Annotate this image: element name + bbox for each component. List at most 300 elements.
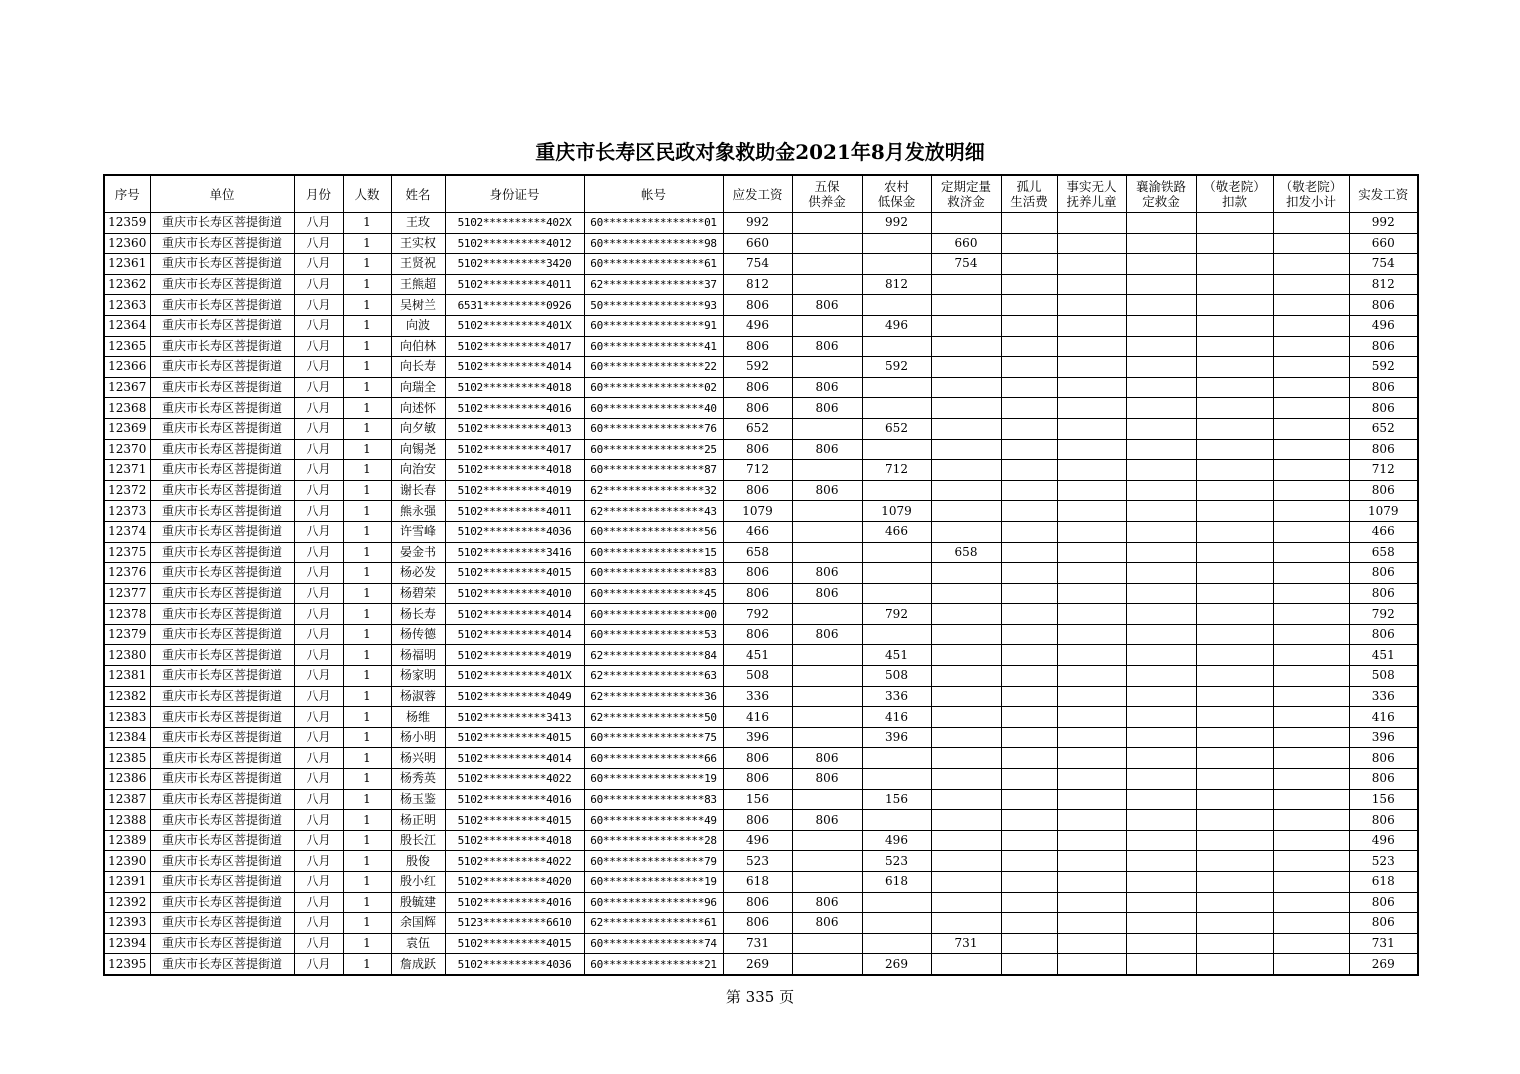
table-cell: 1 xyxy=(343,315,391,336)
table-cell xyxy=(931,686,1001,707)
table-cell xyxy=(1273,830,1349,851)
table-cell xyxy=(1196,727,1273,748)
column-header-label: 帐号 xyxy=(640,186,666,202)
table-cell xyxy=(1126,336,1196,357)
table-cell xyxy=(862,913,931,934)
table-cell xyxy=(1273,604,1349,625)
table-cell: 重庆市长寿区菩提街道 xyxy=(150,892,294,913)
table-cell: 5102**********4013 xyxy=(445,418,584,439)
table-cell: 60****************98 xyxy=(584,233,723,254)
table-cell xyxy=(1057,480,1126,501)
table-cell xyxy=(1196,604,1273,625)
table-cell xyxy=(1126,769,1196,790)
table-cell: 重庆市长寿区菩提街道 xyxy=(150,604,294,625)
table-cell xyxy=(931,913,1001,934)
table-cell: 652 xyxy=(723,418,792,439)
column-header xyxy=(584,175,723,213)
table-cell: 60****************61 xyxy=(584,254,723,275)
table-cell: 806 xyxy=(792,624,862,645)
table-cell xyxy=(1001,439,1057,460)
table-cell: 806 xyxy=(792,295,862,316)
table-cell: 1 xyxy=(343,418,391,439)
table-cell: 杨家明 xyxy=(391,666,445,687)
table-cell: 792 xyxy=(862,604,931,625)
table-cell xyxy=(931,583,1001,604)
table-cell xyxy=(862,233,931,254)
column-header xyxy=(1126,175,1196,213)
table-cell: 5102**********4022 xyxy=(445,769,584,790)
table-cell xyxy=(1057,851,1126,872)
table-cell: 5102**********4017 xyxy=(445,336,584,357)
table-cell xyxy=(862,769,931,790)
table-cell xyxy=(1273,357,1349,378)
table-cell: 806 xyxy=(1349,398,1418,419)
table-cell xyxy=(1196,521,1273,542)
table-row xyxy=(104,830,1418,851)
table-cell xyxy=(1196,624,1273,645)
table-cell: 12371 xyxy=(104,460,150,481)
table-cell xyxy=(1196,954,1273,975)
table-cell xyxy=(1126,830,1196,851)
table-cell xyxy=(1057,542,1126,563)
table-cell: 806 xyxy=(723,480,792,501)
table-cell: 杨福明 xyxy=(391,645,445,666)
table-cell: 杨传德 xyxy=(391,624,445,645)
table-cell: 重庆市长寿区菩提街道 xyxy=(150,213,294,234)
table-cell: 八月 xyxy=(294,398,343,419)
table-cell: 5102**********4019 xyxy=(445,645,584,666)
table-cell: 60****************83 xyxy=(584,563,723,584)
table-cell xyxy=(1001,892,1057,913)
table-row xyxy=(104,892,1418,913)
table-cell: 1 xyxy=(343,336,391,357)
table-cell: 806 xyxy=(1349,810,1418,831)
table-cell xyxy=(1196,769,1273,790)
table-cell xyxy=(1126,295,1196,316)
table-cell: 5102**********4049 xyxy=(445,686,584,707)
table-cell: 杨玉鉴 xyxy=(391,789,445,810)
table-cell xyxy=(1001,480,1057,501)
table-cell xyxy=(1196,233,1273,254)
table-cell: 1 xyxy=(343,624,391,645)
table-cell: 12378 xyxy=(104,604,150,625)
table-cell xyxy=(931,418,1001,439)
column-header-label: （敬老院） xyxy=(1279,179,1343,194)
table-row xyxy=(104,666,1418,687)
table-cell xyxy=(1273,686,1349,707)
table-cell xyxy=(862,624,931,645)
table-cell: 731 xyxy=(931,933,1001,954)
table-cell: 殷长江 xyxy=(391,830,445,851)
table-cell: 1 xyxy=(343,645,391,666)
table-cell: 杨兴明 xyxy=(391,748,445,769)
table-cell: 12395 xyxy=(104,954,150,975)
table-cell: 八月 xyxy=(294,336,343,357)
column-header xyxy=(723,175,792,213)
table-cell: 1 xyxy=(343,707,391,728)
table-cell: 重庆市长寿区菩提街道 xyxy=(150,624,294,645)
table-cell: 八月 xyxy=(294,418,343,439)
table-cell: 1 xyxy=(343,851,391,872)
table-cell: 八月 xyxy=(294,357,343,378)
table-cell xyxy=(1126,666,1196,687)
table-cell: 12379 xyxy=(104,624,150,645)
table-cell: 5102**********4018 xyxy=(445,460,584,481)
table-cell: 658 xyxy=(931,542,1001,563)
table-cell: 5102**********4014 xyxy=(445,604,584,625)
table-cell xyxy=(792,789,862,810)
table-cell xyxy=(1001,563,1057,584)
table-cell: 八月 xyxy=(294,769,343,790)
table-cell: 60****************41 xyxy=(584,336,723,357)
table-cell: 60****************49 xyxy=(584,810,723,831)
table-cell: 806 xyxy=(1349,748,1418,769)
table-cell: 658 xyxy=(1349,542,1418,563)
table-cell: 八月 xyxy=(294,789,343,810)
table-cell xyxy=(1196,563,1273,584)
table-cell: 5102**********4018 xyxy=(445,830,584,851)
table-cell: 466 xyxy=(1349,521,1418,542)
table-cell: 12392 xyxy=(104,892,150,913)
table-cell: 杨淑蓉 xyxy=(391,686,445,707)
table-cell xyxy=(1273,892,1349,913)
table-cell: 重庆市长寿区菩提街道 xyxy=(150,295,294,316)
table-cell xyxy=(1057,418,1126,439)
table-cell xyxy=(1126,933,1196,954)
table-cell xyxy=(931,954,1001,975)
table-cell xyxy=(931,727,1001,748)
table-cell xyxy=(862,295,931,316)
table-cell: 5102**********4012 xyxy=(445,233,584,254)
table-cell: 496 xyxy=(1349,315,1418,336)
table-cell xyxy=(1001,254,1057,275)
table-cell xyxy=(1273,295,1349,316)
table-cell: 12394 xyxy=(104,933,150,954)
table-cell xyxy=(1001,769,1057,790)
table-cell: 重庆市长寿区菩提街道 xyxy=(150,377,294,398)
table-cell xyxy=(1273,727,1349,748)
table-cell: 12373 xyxy=(104,501,150,522)
table-cell xyxy=(792,666,862,687)
table-cell xyxy=(792,707,862,728)
table-cell: 1 xyxy=(343,933,391,954)
table-cell: 806 xyxy=(792,336,862,357)
table-cell xyxy=(862,563,931,584)
table-cell: 重庆市长寿区菩提街道 xyxy=(150,666,294,687)
table-cell xyxy=(1001,542,1057,563)
table-cell xyxy=(931,892,1001,913)
table-cell xyxy=(1057,748,1126,769)
table-cell: 重庆市长寿区菩提街道 xyxy=(150,418,294,439)
table-cell: 60****************19 xyxy=(584,769,723,790)
column-header-label: 五保 xyxy=(814,179,840,194)
table-cell: 396 xyxy=(723,727,792,748)
table-cell: 1 xyxy=(343,583,391,604)
table-cell: 5102**********4016 xyxy=(445,892,584,913)
table-cell xyxy=(931,213,1001,234)
table-cell xyxy=(1057,254,1126,275)
table-cell xyxy=(792,954,862,975)
table-cell: 八月 xyxy=(294,954,343,975)
payment-table xyxy=(103,174,1419,976)
table-cell: 660 xyxy=(1349,233,1418,254)
table-cell: 451 xyxy=(862,645,931,666)
table-cell: 496 xyxy=(1349,830,1418,851)
table-cell xyxy=(862,480,931,501)
table-row xyxy=(104,851,1418,872)
table-cell xyxy=(1273,377,1349,398)
table-cell xyxy=(1196,892,1273,913)
table-cell xyxy=(1001,933,1057,954)
table-cell: 重庆市长寿区菩提街道 xyxy=(150,789,294,810)
table-cell: 八月 xyxy=(294,872,343,893)
table-cell: 5102**********4036 xyxy=(445,521,584,542)
table-cell: 许雪峰 xyxy=(391,521,445,542)
table-row xyxy=(104,954,1418,975)
table-cell: 466 xyxy=(723,521,792,542)
table-cell: 重庆市长寿区菩提街道 xyxy=(150,645,294,666)
table-cell: 60****************40 xyxy=(584,398,723,419)
table-cell xyxy=(792,933,862,954)
table-cell xyxy=(1001,624,1057,645)
table-cell xyxy=(862,542,931,563)
table-cell xyxy=(1126,872,1196,893)
table-cell xyxy=(1126,377,1196,398)
table-cell: 王玫 xyxy=(391,213,445,234)
table-cell: 806 xyxy=(1349,583,1418,604)
table-cell: 336 xyxy=(723,686,792,707)
table-cell: 712 xyxy=(723,460,792,481)
table-cell xyxy=(1001,686,1057,707)
table-cell: 806 xyxy=(1349,336,1418,357)
table-cell xyxy=(1057,439,1126,460)
table-cell: 12390 xyxy=(104,851,150,872)
table-cell xyxy=(862,933,931,954)
table-cell: 12387 xyxy=(104,789,150,810)
table-cell: 508 xyxy=(723,666,792,687)
table-cell xyxy=(1001,810,1057,831)
table-cell: 731 xyxy=(1349,933,1418,954)
table-cell: 重庆市长寿区菩提街道 xyxy=(150,727,294,748)
table-cell: 1 xyxy=(343,563,391,584)
table-cell: 杨长寿 xyxy=(391,604,445,625)
table-cell: 1079 xyxy=(723,501,792,522)
table-cell: 1 xyxy=(343,501,391,522)
table-row xyxy=(104,439,1418,460)
table-cell: 1 xyxy=(343,233,391,254)
table-cell: 重庆市长寿区菩提街道 xyxy=(150,851,294,872)
table-cell: 806 xyxy=(792,748,862,769)
table-cell: 1 xyxy=(343,254,391,275)
table-cell xyxy=(792,851,862,872)
table-cell xyxy=(1001,789,1057,810)
table-row xyxy=(104,233,1418,254)
table-cell: 5102**********4018 xyxy=(445,377,584,398)
table-row xyxy=(104,810,1418,831)
table-cell: 1 xyxy=(343,274,391,295)
table-cell: 60****************66 xyxy=(584,748,723,769)
table-cell: 12384 xyxy=(104,727,150,748)
table-row xyxy=(104,315,1418,336)
column-header-label: 身份证号 xyxy=(489,186,540,202)
table-cell: 618 xyxy=(723,872,792,893)
table-cell: 652 xyxy=(1349,418,1418,439)
table-cell xyxy=(1126,789,1196,810)
table-cell xyxy=(1196,748,1273,769)
table-cell xyxy=(1057,933,1126,954)
table-cell: 5102**********4011 xyxy=(445,274,584,295)
column-header-label: 扣款 xyxy=(1221,194,1247,209)
table-cell: 重庆市长寿区菩提街道 xyxy=(150,769,294,790)
table-cell xyxy=(1273,851,1349,872)
table-cell: 806 xyxy=(723,563,792,584)
table-cell: 重庆市长寿区菩提街道 xyxy=(150,542,294,563)
table-cell xyxy=(1273,624,1349,645)
column-header xyxy=(104,175,150,213)
table-cell: 754 xyxy=(1349,254,1418,275)
table-cell xyxy=(931,769,1001,790)
table-cell: 5102**********4011 xyxy=(445,501,584,522)
table-cell: 523 xyxy=(1349,851,1418,872)
table-cell: 5123**********6610 xyxy=(445,913,584,934)
column-header-label: 人数 xyxy=(354,186,380,202)
table-cell: 60****************96 xyxy=(584,892,723,913)
table-cell xyxy=(1057,336,1126,357)
table-cell xyxy=(1057,707,1126,728)
table-cell xyxy=(1057,913,1126,934)
table-cell: 向锡尧 xyxy=(391,439,445,460)
table-cell xyxy=(792,501,862,522)
table-cell: 重庆市长寿区菩提街道 xyxy=(150,274,294,295)
table-cell: 12375 xyxy=(104,542,150,563)
table-cell xyxy=(1196,583,1273,604)
table-cell: 八月 xyxy=(294,727,343,748)
table-cell xyxy=(792,315,862,336)
table-cell xyxy=(792,727,862,748)
column-header xyxy=(1196,175,1273,213)
table-cell xyxy=(1057,686,1126,707)
table-cell: 62****************61 xyxy=(584,913,723,934)
table-cell xyxy=(1001,418,1057,439)
table-cell: 806 xyxy=(723,398,792,419)
table-cell: 806 xyxy=(1349,295,1418,316)
table-cell xyxy=(1126,624,1196,645)
table-cell: 12389 xyxy=(104,830,150,851)
table-cell: 1 xyxy=(343,769,391,790)
table-row xyxy=(104,872,1418,893)
table-cell: 1 xyxy=(343,810,391,831)
table-cell: 12360 xyxy=(104,233,150,254)
table-cell: 1 xyxy=(343,748,391,769)
table-cell: 60****************91 xyxy=(584,315,723,336)
table-cell: 1 xyxy=(343,727,391,748)
table-cell: 992 xyxy=(1349,213,1418,234)
table-cell: 451 xyxy=(1349,645,1418,666)
table-cell xyxy=(792,521,862,542)
table-cell: 806 xyxy=(792,398,862,419)
column-header-label: 实发工资 xyxy=(1358,186,1409,202)
table-cell: 5102**********3416 xyxy=(445,542,584,563)
table-cell: 754 xyxy=(723,254,792,275)
table-row xyxy=(104,645,1418,666)
table-cell: 重庆市长寿区菩提街道 xyxy=(150,707,294,728)
table-cell: 八月 xyxy=(294,295,343,316)
table-cell xyxy=(1273,480,1349,501)
table-cell: 5102**********4015 xyxy=(445,810,584,831)
table-cell xyxy=(1273,542,1349,563)
table-cell: 八月 xyxy=(294,563,343,584)
table-cell xyxy=(1273,789,1349,810)
table-cell xyxy=(1273,336,1349,357)
table-cell xyxy=(1273,872,1349,893)
table-cell: 806 xyxy=(723,913,792,934)
table-header xyxy=(104,175,1418,213)
table-cell: 62****************36 xyxy=(584,686,723,707)
table-cell: 重庆市长寿区菩提街道 xyxy=(150,460,294,481)
table-row xyxy=(104,542,1418,563)
table-cell: 60****************76 xyxy=(584,418,723,439)
table-cell xyxy=(1057,460,1126,481)
table-cell xyxy=(1196,872,1273,893)
table-cell: 重庆市长寿区菩提街道 xyxy=(150,913,294,934)
table-cell: 806 xyxy=(792,480,862,501)
table-cell: 508 xyxy=(862,666,931,687)
table-cell: 5102**********4017 xyxy=(445,439,584,460)
table-cell xyxy=(1273,954,1349,975)
table-cell: 向治安 xyxy=(391,460,445,481)
table-row xyxy=(104,686,1418,707)
table-cell: 吴树兰 xyxy=(391,295,445,316)
column-header-label: 农村 xyxy=(883,179,909,194)
column-header xyxy=(1001,175,1057,213)
table-cell: 1 xyxy=(343,686,391,707)
table-cell: 八月 xyxy=(294,645,343,666)
table-cell: 60****************87 xyxy=(584,460,723,481)
table-cell: 12363 xyxy=(104,295,150,316)
table-cell: 5102**********4015 xyxy=(445,933,584,954)
table-cell: 八月 xyxy=(294,542,343,563)
table-cell xyxy=(792,460,862,481)
table-cell xyxy=(1126,563,1196,584)
table-cell: 60****************25 xyxy=(584,439,723,460)
table-cell xyxy=(1273,315,1349,336)
table-cell: 5102**********4014 xyxy=(445,624,584,645)
table-cell xyxy=(1057,233,1126,254)
table-cell: 1 xyxy=(343,460,391,481)
table-cell: 1 xyxy=(343,480,391,501)
table-cell: 12382 xyxy=(104,686,150,707)
column-header-label: 生活费 xyxy=(1010,194,1048,209)
table-cell xyxy=(862,810,931,831)
table-cell xyxy=(792,830,862,851)
table-cell: 396 xyxy=(862,727,931,748)
table-cell xyxy=(931,274,1001,295)
table-cell xyxy=(792,872,862,893)
table-cell xyxy=(1196,377,1273,398)
table-cell xyxy=(931,357,1001,378)
table-cell xyxy=(1057,521,1126,542)
table-cell: 12364 xyxy=(104,315,150,336)
table-row xyxy=(104,336,1418,357)
table-cell: 八月 xyxy=(294,913,343,934)
table-cell xyxy=(1126,315,1196,336)
table-cell xyxy=(792,686,862,707)
table-cell xyxy=(1273,274,1349,295)
table-cell xyxy=(1126,233,1196,254)
table-cell: 806 xyxy=(1349,377,1418,398)
table-cell: 重庆市长寿区菩提街道 xyxy=(150,563,294,584)
table-cell xyxy=(1001,583,1057,604)
